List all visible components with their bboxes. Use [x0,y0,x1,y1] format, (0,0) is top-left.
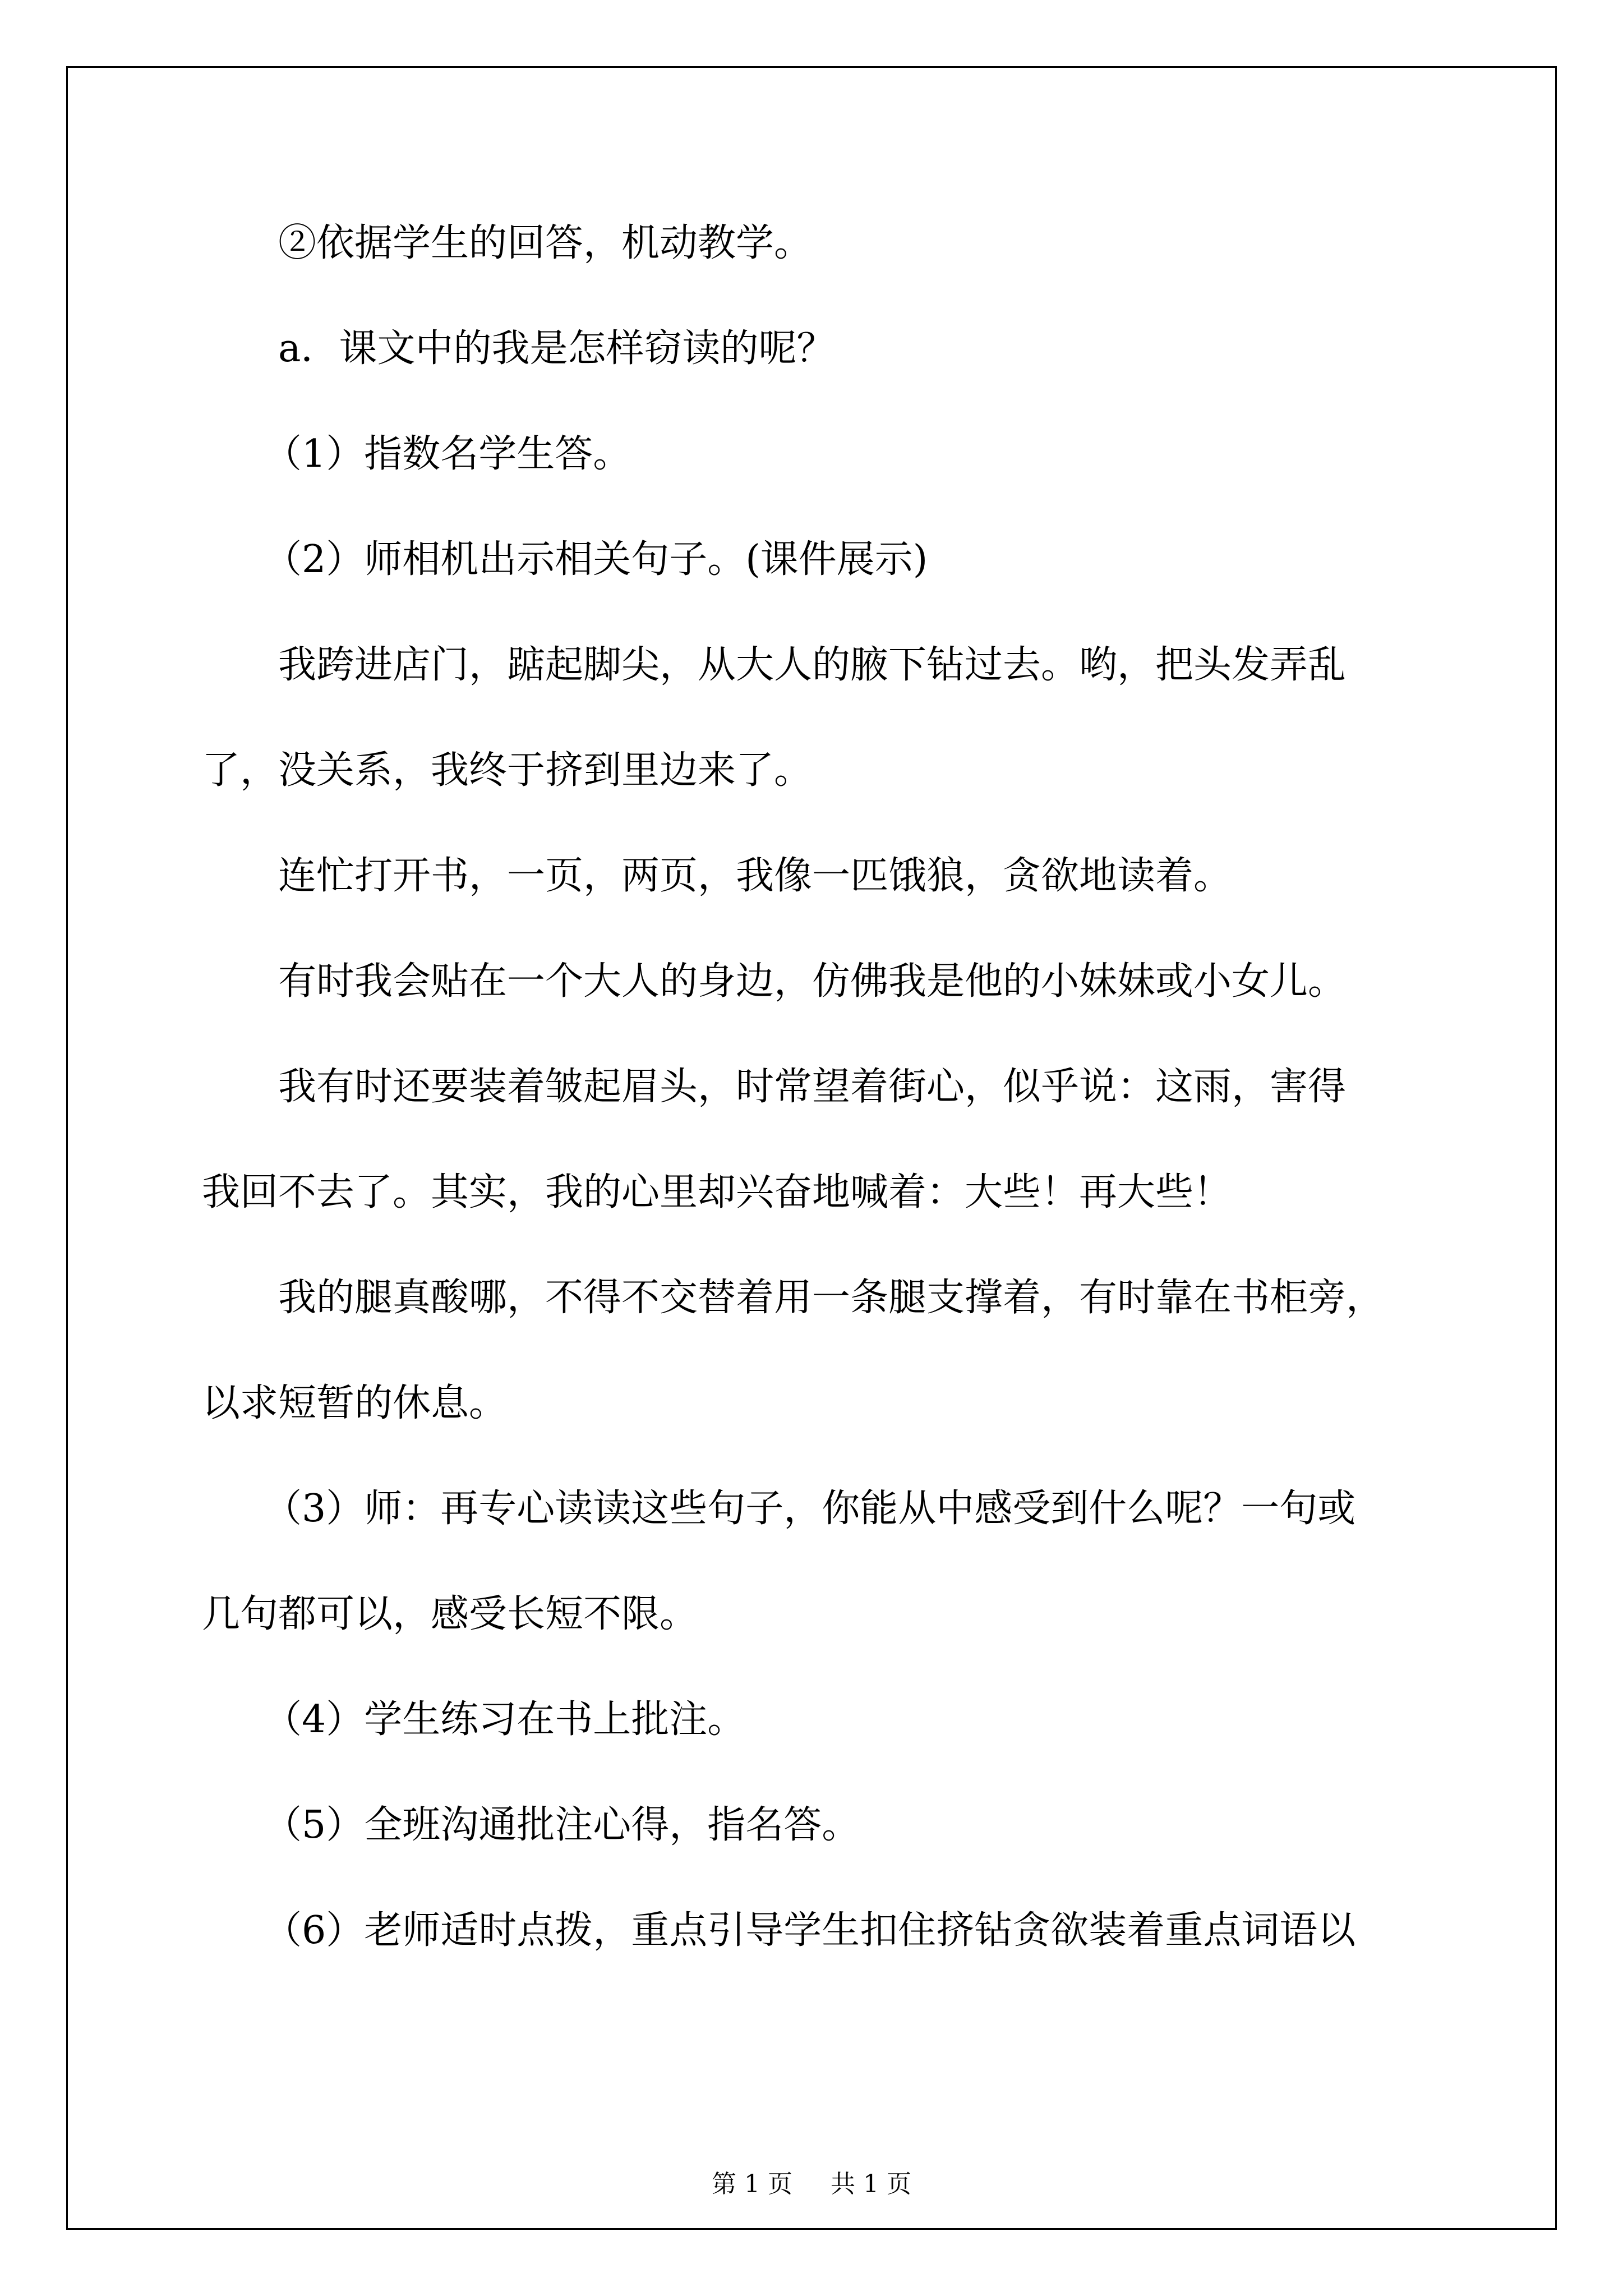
paragraph-continuation: 几句都可以，感受长短不限。 [202,1592,698,1636]
paragraph: ②依据学生的回答，机动教学。 [278,221,813,265]
page-number: 第 1 页 [712,2170,792,2198]
paragraph: 我的腿真酸哪，不得不交替着用一条腿支撑着，有时靠在书柜旁， [278,1276,1385,1320]
paragraph: （3）师：再专心读读这些句子，你能从中感受到什么呢？一句或 [264,1487,1356,1531]
paragraph-continuation: 以求短暂的休息。 [202,1381,508,1425]
paragraph-continuation: 我回不去了。其实，我的心里却兴奋地喊着：大些！再大些！ [202,1170,1232,1214]
paragraph-continuation: 了，没关系，我终于挤到里边来了。 [202,748,813,793]
document-body [202,0,1458,1984]
page-total: 共 1 页 [831,2170,911,2198]
paragraph: （4）学生练习在书上批注。 [264,1697,746,1742]
paragraph: a．课文中的我是怎样窃读的呢？ [278,326,835,371]
paragraph: 我跨进店门，踮起脚尖，从大人的腋下钻过去。哟，把头发弄乱 [278,643,1347,687]
paragraph: 连忙打开书，一页，两页，我像一匹饿狼，贪欲地读着。 [278,854,1232,898]
paragraph: （5）全班沟通批注心得，指名答。 [264,1803,860,1847]
paragraph: （6）老师适时点拨，重点引导学生扣住挤钻贪欲装着重点词语以 [264,1908,1356,1953]
paragraph: （2）师相机出示相关句子。(课件展示) [264,537,928,582]
paragraph: 有时我会贴在一个大人的身边，仿佛我是他的小妹妹或小女儿。 [278,959,1347,1004]
page-footer [0,2168,1623,2201]
paragraph: 我有时还要装着皱起眉头，时常望着街心，似乎说：这雨，害得 [278,1065,1347,1109]
paragraph: （1）指数名学生答。 [264,432,631,476]
